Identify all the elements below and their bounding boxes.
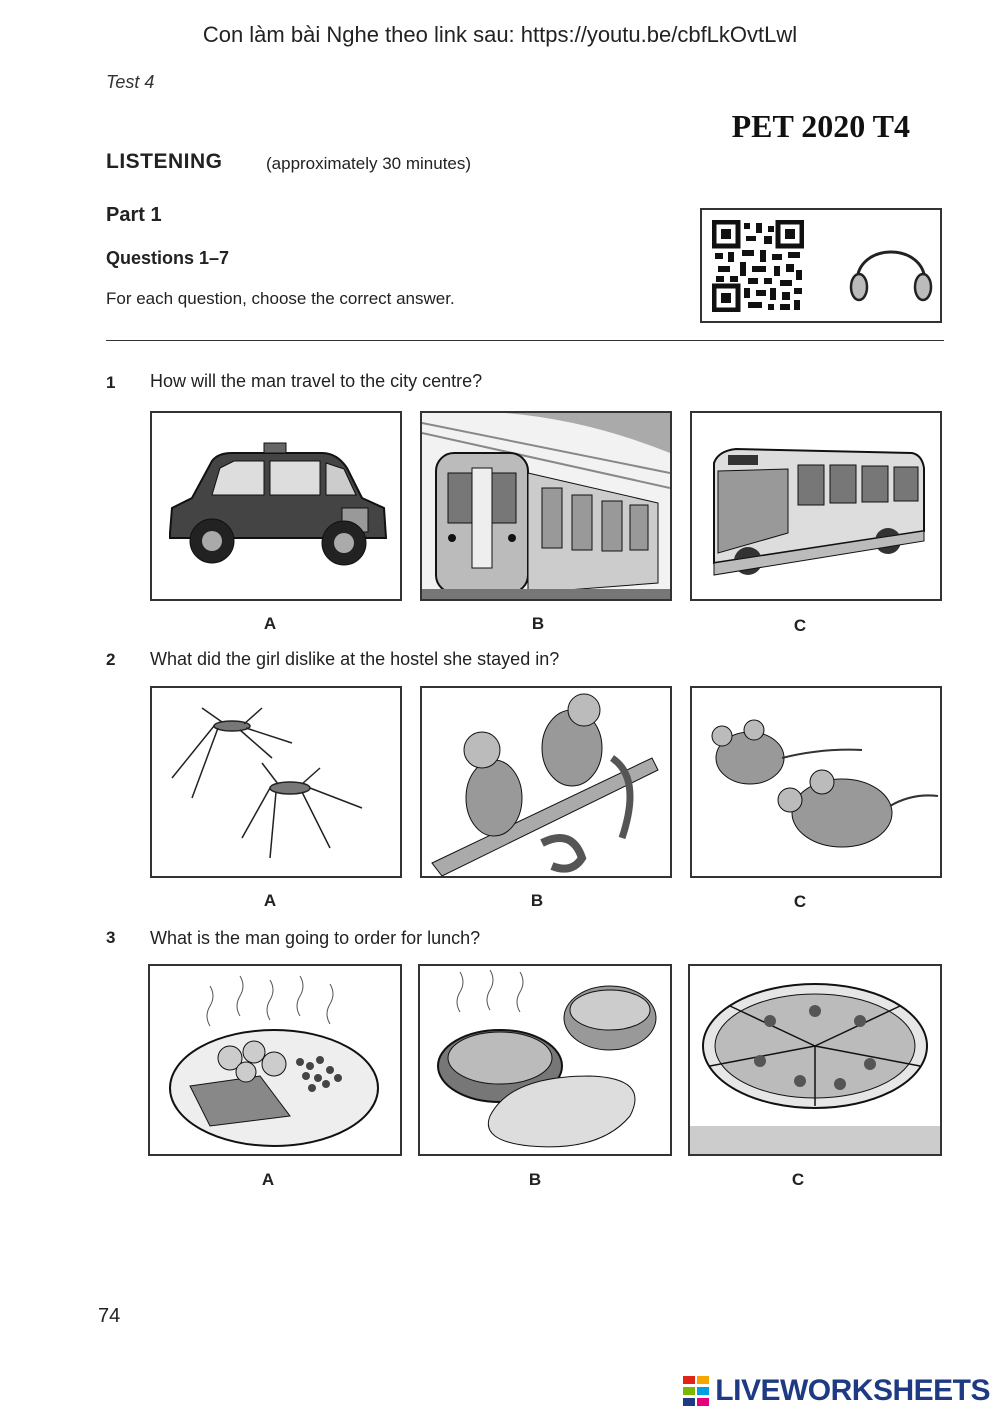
section-title: LISTENING [106, 150, 223, 173]
option-image-pizza[interactable] [688, 964, 942, 1156]
brand-logo[interactable] [683, 1374, 990, 1408]
option-image-fish-potatoes-peas[interactable] [148, 964, 402, 1156]
option-label: A [263, 891, 277, 910]
option-image-taxi[interactable] [150, 411, 402, 601]
pet-title: PET 2020 T4 [731, 108, 910, 144]
option-image-monkeys[interactable] [420, 686, 672, 878]
test-label: Test 4 [106, 72, 155, 92]
question-number: 3 [106, 928, 116, 947]
option-label: B [531, 614, 545, 633]
option-label: B [528, 1170, 542, 1189]
option-image-underground-train[interactable] [420, 411, 672, 601]
question-text: How will the man travel to the city centre? [150, 371, 483, 391]
option-image-bus[interactable] [690, 411, 942, 601]
instructions: For each question, choose the correct answer. [106, 289, 455, 308]
headphones-icon [847, 232, 935, 304]
divider [106, 340, 944, 341]
section-duration-note: (approximately 30 minutes) [266, 154, 472, 173]
train-icon [422, 413, 670, 599]
questions-range: Questions 1–7 [106, 248, 230, 268]
option-image-mosquitoes[interactable] [150, 686, 402, 878]
question-text: What did the girl dislike at the hostel she stayed in? [150, 649, 560, 669]
question-number: 2 [106, 650, 116, 669]
audio-link-instruction[interactable]: Con làm bài Nghe theo link sau: https://youtu.be/cbfLkOvtLwl [202, 22, 798, 47]
question-text: What is the man going to order for lunch? [150, 928, 481, 948]
plate-meal-icon [150, 966, 400, 1154]
option-label: C [791, 1170, 805, 1189]
part-title: Part 1 [106, 204, 162, 226]
option-label: A [261, 1170, 275, 1189]
monkey-icon [422, 688, 670, 876]
page-number: 74 [98, 1305, 121, 1327]
option-label: B [530, 891, 544, 910]
curry-icon [420, 966, 670, 1154]
bus-icon [692, 413, 940, 599]
pizza-icon [690, 966, 940, 1154]
option-image-curry-rice-naan[interactable] [418, 964, 672, 1156]
qr-code-icon[interactable] [712, 220, 804, 312]
option-label: C [793, 616, 807, 635]
audio-box [700, 208, 942, 323]
brand-text: LIVEWORKSHEETS [715, 1374, 990, 1407]
liveworksheets-logo-icon [683, 1376, 709, 1406]
option-label: C [793, 892, 807, 911]
question-number: 1 [106, 373, 116, 392]
mosquito-icon [152, 688, 400, 876]
option-label: A [263, 614, 277, 633]
taxi-icon [152, 413, 400, 599]
mouse-icon [692, 688, 940, 876]
option-image-mice[interactable] [690, 686, 942, 878]
